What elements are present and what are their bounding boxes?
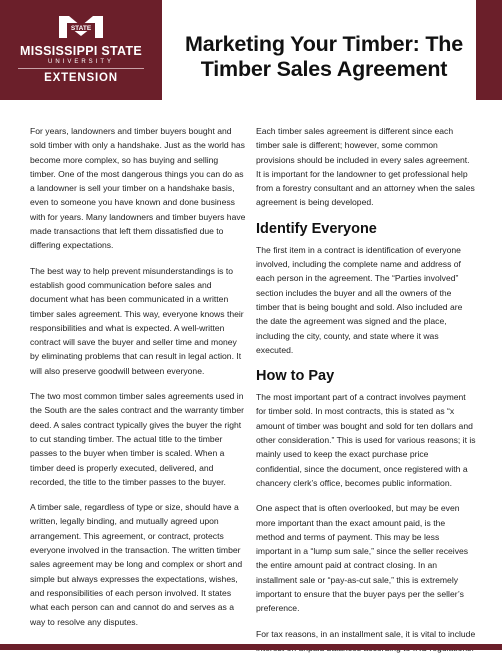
title-line-2: Timber Sales Agreement (200, 57, 448, 81)
paragraph: The first item in a contract is identification of everyone involved, including the complete name and address of each person in the agreement. The “Parties involved” section includes the buyer and all the owners of the timber that is being bought and sold. Also included are the date the agreement was signed and the place, including the city, county, and state where it was executed. (256, 244, 463, 355)
page-title (172, 32, 476, 82)
paragraph: One aspect that is often overlooked, but may be even more important than the exact amount paid, is the method and terms of payment. This may be less important in a “lump sum sale,” since the seller receives the entire amount paid at contract closing. In an installment sale or “pay-as-cut sale,” this is extremely important to ensure that the buyer pays per the seller’s preference. (256, 503, 469, 614)
brand-name: MISSISSIPPI STATE (19, 44, 143, 58)
paragraph: Each timber sales agreement is different since each timber sale is different; however, some common provisions should be included in every sales agreement. It is important for the landowner to get professional help from a forestry consultant and an attorney when the sales agreement is being developed. (256, 126, 475, 208)
paragraph: For tax reasons, in an installment sale, it is vital to include (256, 628, 476, 639)
title-line-1: Marketing Your Timber: The (185, 32, 463, 56)
brand-divider (18, 68, 144, 69)
section-heading-identify-everyone: Identify Everyone (256, 220, 377, 237)
msu-logo-icon (57, 14, 105, 40)
header-accent-strip (476, 0, 502, 100)
paragraph: The best way to help prevent misunderstandings is to establish good communication before sales and document what has been communicated in a written timber sales agreement. This way, everyone knows their responsibilities and what is expected. A well-written contract will save the buyer and seller time and money by eliminating problems that can result in legal action. It will also preserve goodwill between everyone. (30, 265, 244, 376)
section-heading-how-to-pay: How to Pay (256, 368, 335, 385)
left-column (30, 124, 246, 640)
logo-letters: STATE (70, 24, 92, 32)
brand-block (0, 0, 162, 100)
brand-extension: EXTENSION (44, 72, 118, 84)
paragraph: The two most common timber sales agreements used in the South are the sales contract and the warranty timber deed. A sales contract typically gives the buyer the right to cut standing timber. The actual title to the timber passes to the buyer when timber is scaled. When a timber deed is properly executed, delivered, and recorded, the title to the timber passes to the buyer. (30, 391, 245, 487)
paragraph: For years, landowners and timber buyers bought and sold timber with only a handshake. Just as the world has become more complex, so has buying and selling timber. One of the most dangerous things you can do as a landowner is sell your timber on a handshake basis, even to someone you have known and done business with for years. Many landowners and timber buyers have made transactions that left them dissatisfied due to differing expectations. (30, 126, 246, 251)
brand-sub: UNIVERSITY (47, 59, 114, 65)
paragraph: The most important part of a contract involves payment for timber sold. In most contracts, this is stated as “x amount of timber was bought and sold for ten dollars and other consideration.” This is used for various reasons; it is mainly used to keep the exact purchase price confidential, since the document, once registered with a chancery clerk’s office, becomes public information. (256, 392, 476, 488)
right-column (256, 124, 476, 666)
paragraph: A timber sale, regardless of type or size, should have a written, legally binding, and mutually agreed upon arrangement. This agreement, or contract, protects everyone involved in the transaction. The written timber sales agreement may be long and complex or short and simple but always expresses the expectations, wishes, and responsibilities of each person involved. It states what each person can and cannot do and serves as a way to resolve any disputes. (30, 502, 243, 627)
footer-accent-strip (0, 644, 502, 650)
